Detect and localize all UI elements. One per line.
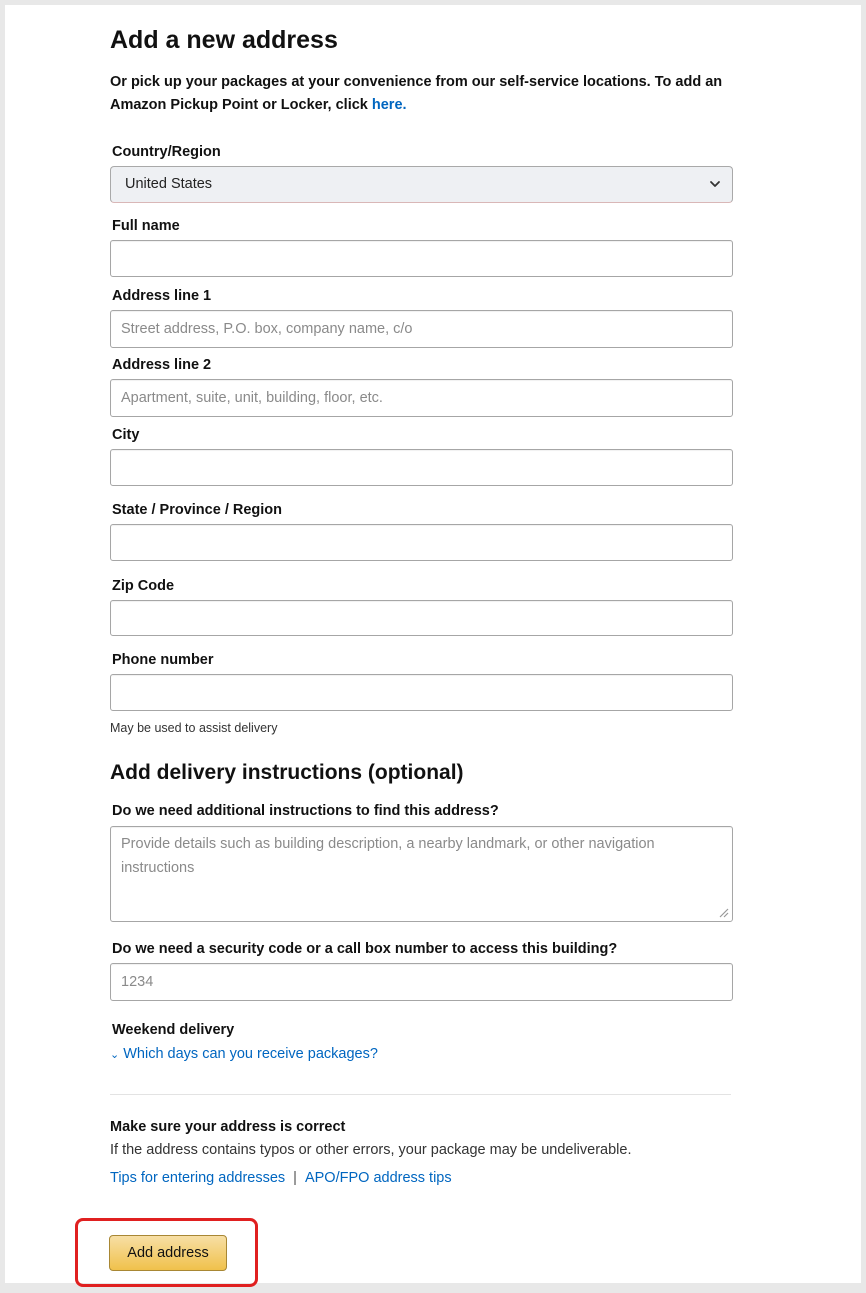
page-title: Add a new address (110, 26, 338, 54)
phone-number-input[interactable] (110, 674, 733, 711)
link-separator: | (293, 1170, 297, 1186)
divider (110, 1094, 731, 1095)
full-name-label: Full name (112, 218, 180, 234)
phone-hint: May be used to assist delivery (110, 721, 278, 735)
country-label: Country/Region (112, 144, 221, 160)
address-line-2-label: Address line 2 (112, 357, 212, 373)
resize-handle-icon[interactable] (717, 906, 729, 918)
address-tips-links (110, 1170, 452, 1186)
zip-code-input[interactable] (110, 600, 733, 636)
apo-fpo-tips-link[interactable]: APO/FPO address tips (304, 1170, 452, 1186)
chevron-down-icon: ⌄ (110, 1049, 120, 1061)
city-input[interactable] (110, 449, 733, 486)
country-select[interactable] (110, 166, 733, 203)
country-select-value: United States (125, 176, 213, 192)
state-input[interactable] (110, 524, 733, 561)
zip-code-label: Zip Code (112, 578, 175, 594)
state-label: State / Province / Region (112, 502, 283, 518)
instructions-label: Do we need additional instructions to find this address? (112, 803, 499, 819)
security-code-label: Do we need a security code or a call box number to access this building? (112, 941, 618, 957)
pickup-here-link[interactable]: here. (371, 97, 407, 113)
security-code-placeholder: 1234 (121, 974, 154, 990)
add-address-button[interactable]: Add address (109, 1235, 227, 1271)
full-name-input[interactable] (110, 240, 733, 277)
address-line-2-input[interactable] (110, 379, 733, 417)
city-label: City (112, 427, 140, 443)
instructions-textarea[interactable] (110, 826, 733, 922)
address-line-1-placeholder: Street address, P.O. box, company name, c/o (121, 321, 413, 337)
chevron-down-icon (708, 177, 722, 191)
address-line-1-label: Address line 1 (112, 288, 212, 304)
security-code-input[interactable] (110, 963, 733, 1001)
address-form-page (5, 5, 861, 1283)
address-line-2-placeholder: Apartment, suite, unit, building, floor, etc. (121, 390, 383, 406)
phone-number-label: Phone number (112, 652, 214, 668)
instructions-placeholder: Provide details such as building description, a nearby landmark, or other navigation instructions (121, 836, 655, 876)
address-check-title: Make sure your address is correct (110, 1119, 346, 1135)
address-check-body: If the address contains typos or other errors, your package may be undeliverable. (110, 1142, 632, 1158)
weekend-delivery-toggle[interactable] (110, 1046, 378, 1062)
weekend-delivery-label: Weekend delivery (112, 1022, 235, 1038)
weekend-delivery-toggle-label: Which days can you receive packages? (123, 1046, 378, 1062)
pickup-intro (110, 71, 735, 117)
pickup-intro-text: Or pick up your packages at your convenience from our self-service locations. To add an Amazon Pickup Point or Locker, click (110, 74, 723, 113)
address-line-1-input[interactable] (110, 310, 733, 348)
delivery-instructions-heading: Add delivery instructions (optional) (110, 761, 464, 784)
tips-entering-addresses-link[interactable]: Tips for entering addresses (110, 1170, 286, 1186)
